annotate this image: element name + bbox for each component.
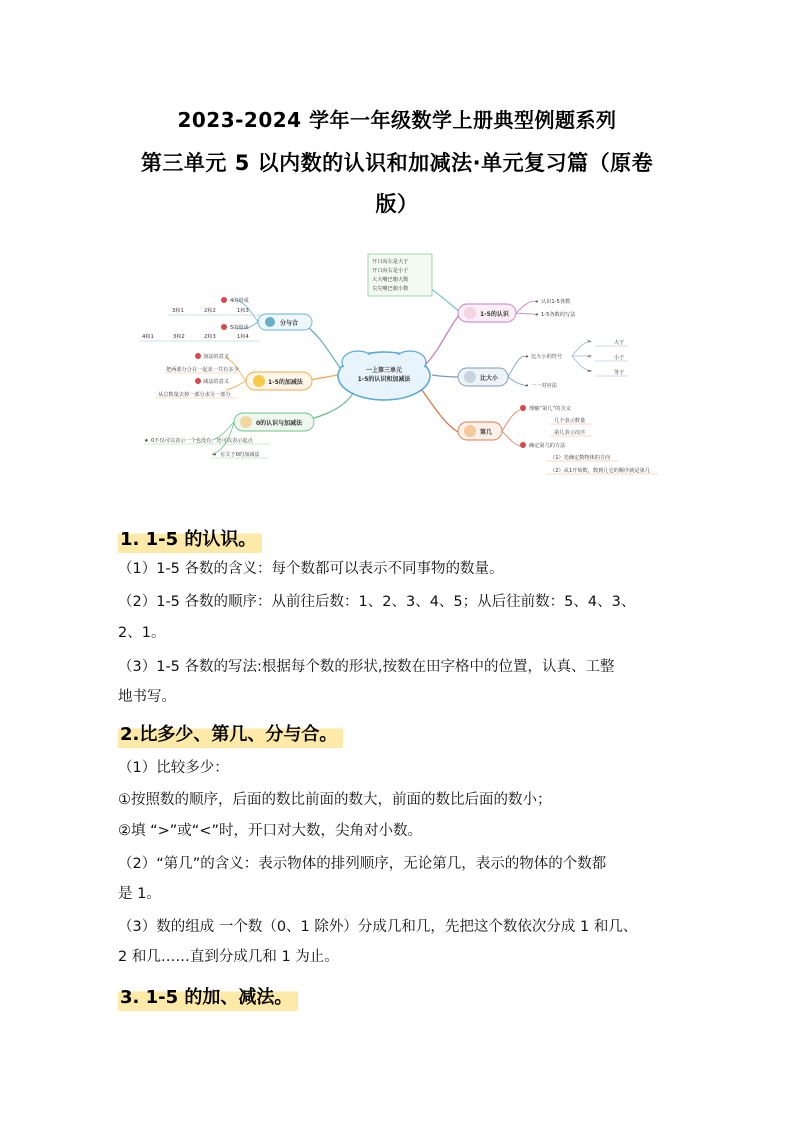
- arrow-icon-2: ➔: [534, 299, 539, 305]
- connector-bidaxiao: [432, 375, 460, 377]
- s2-paragraph-5a: （3）数的组成 一个数（0、1 除外）分成几和几，先把这个数依次分成 1 和几、: [118, 919, 638, 935]
- arrow-icon-5: ➔: [524, 383, 529, 389]
- sub-4-label: 4的组成: [230, 298, 249, 304]
- number-badge-2c: [520, 442, 526, 448]
- arrow-icon-3: ➔: [534, 312, 539, 318]
- connector-diji: [422, 390, 458, 432]
- symbol-gt: >: [587, 339, 592, 345]
- renshi-sub1: 认识1-5各数: [541, 299, 571, 305]
- meaning-gt: 大于: [614, 340, 625, 346]
- symbol-eq: =: [587, 369, 592, 375]
- diji-sub2a: （1）先确定数物体的方向: [550, 455, 611, 461]
- s1-paragraph-2b: 2、1。: [118, 625, 166, 641]
- s1-paragraph-2a: （2）1-5 各数的顺序：从前往后数：1、2、3、4、5；从后往前数：5、4、3、: [118, 594, 636, 610]
- comp-5-2: 3和2: [173, 334, 185, 340]
- star-icon: ★: [144, 438, 149, 444]
- comp-5-4: 1和4: [237, 334, 249, 340]
- number-badge-2b: [195, 378, 201, 384]
- s2-paragraph-2: ①按照数的顺序，后面的数比前面的数大，前面的数比后面的数小；: [118, 792, 552, 808]
- branch-jiajian-label: 1-5的加减法: [268, 379, 303, 386]
- diji-sub2: 确定第几的方法: [529, 443, 566, 449]
- center-node: [338, 351, 430, 400]
- diji-sub2b: （2）从1开始数，数到几它的顺序就是第几: [550, 468, 650, 474]
- s1-paragraph-1: （1）1-5 各数的含义：每个数都可以表示不同事物的数量。: [118, 561, 504, 577]
- branch-renshi: [458, 297, 576, 322]
- document-title-line1: 2023-2024 学年一年级数学上册典型例题系列: [177, 108, 617, 132]
- mind-map: [140, 250, 660, 482]
- s2-paragraph-4b: 是 1。: [118, 886, 161, 902]
- s2-paragraph-1: （1）比较多少：: [118, 760, 229, 776]
- renshi-sub2: 1-5各数的写法: [541, 312, 576, 318]
- s2-paragraph-4a: （2）“第几”的含义：表示物体的排列顺序，无论第几，表示的物体的个数都: [118, 856, 607, 872]
- comp-4-2: 2和2: [204, 308, 216, 314]
- note-line-4: 尖尖嘴巴朝小数: [372, 286, 409, 292]
- zero-note2: 有关于0的加减法: [220, 452, 260, 458]
- s2-paragraph-3: ②填 “>”或“<”时，开口对大数，尖角对小数。: [118, 823, 422, 839]
- comp-5-1: 4和1: [142, 334, 154, 340]
- center-label-2: 1-5的认识和加减法: [357, 376, 411, 383]
- giraffe-icon: [253, 375, 265, 387]
- zero-note1: 0不仅可以表示一个也没有，还可以表示起点: [151, 438, 253, 444]
- connector-renshi: [425, 314, 460, 365]
- section-heading-3: 3. 1-5 的加、减法。: [118, 981, 298, 1011]
- jiajian-sub1: 加法的意义: [203, 354, 229, 360]
- comp-4-3: 1和3: [237, 308, 249, 314]
- s1-paragraph-3b: 地书写。: [118, 689, 176, 705]
- bidaxiao-sub1: 比大小的符号: [531, 354, 563, 360]
- document-title-line3: 版）: [375, 192, 419, 216]
- arrow-icon: ➔: [212, 452, 217, 458]
- jiajian-sub2-text: 从总数量去掉一部分求另一部分: [158, 392, 231, 398]
- jiajian-sub1-text: 把两部分合在一起求一共有多少: [166, 367, 239, 373]
- number-badge-1c: [520, 405, 526, 411]
- bear-icon: [240, 416, 252, 428]
- section-heading-2: 2.比多少、第几、分与合。: [118, 718, 343, 748]
- note-line-3: 大大嘴巴朝大数: [372, 277, 409, 283]
- diji-sub1: 理解“第几”的含义: [529, 406, 571, 412]
- section-heading-1: 1. 1-5 的认识。: [118, 523, 262, 553]
- branch-zero-label: 0的认识与加减法: [256, 420, 303, 427]
- symbol-lt: <: [587, 354, 592, 360]
- branch-zero: [144, 413, 314, 458]
- s2-paragraph-5b: 2 和几……直到分成几和 1 为止。: [118, 949, 339, 965]
- elephant-icon: [464, 371, 476, 383]
- tree-icon: [265, 317, 275, 327]
- bidaxiao-sub2: 一一对应法: [531, 383, 557, 389]
- branch-bidaxiao: [458, 338, 628, 389]
- branch-diji: [458, 404, 658, 474]
- tiger-icon: [464, 425, 476, 437]
- number-badge-2: [221, 324, 227, 330]
- s1-paragraph-3a: （3）1-5 各数的写法:根据每个数的形状,按数在田字格中的位置，认真、工整: [118, 659, 615, 675]
- comp-4-1: 3和1: [172, 308, 184, 314]
- number-badge-1: [221, 297, 227, 303]
- sub-5-label: 5的组成: [230, 325, 249, 331]
- branch-jiajian: [156, 352, 312, 398]
- center-label-1: 一上第三单元: [365, 367, 403, 374]
- meaning-lt: 小于: [614, 355, 625, 361]
- comp-5-3: 2和3: [204, 334, 216, 340]
- document-title-line2: 第三单元 5 以内数的认识和加减法·单元复习篇（原卷: [140, 151, 654, 175]
- diji-sub1b: 第几表示次序: [554, 430, 586, 436]
- arrow-icon-4: ➔: [524, 354, 529, 360]
- note-box: [368, 254, 432, 296]
- jiajian-sub2: 减法的意义: [203, 379, 229, 385]
- number-badge-1b: [195, 353, 201, 359]
- branch-fenyuhe: [140, 296, 312, 341]
- meaning-eq: 等于: [614, 370, 625, 376]
- note-line-1: 开口向左是大于: [372, 259, 409, 265]
- mind-map-svg: [140, 250, 660, 482]
- branch-bidaxiao-label: 比大小: [480, 375, 499, 382]
- pig-icon: [464, 307, 476, 319]
- note-line-2: 开口向右是小于: [372, 268, 409, 274]
- diji-sub1a: 几个表示数量: [554, 418, 586, 424]
- branch-fenyuhe-label: 分与合: [280, 320, 299, 327]
- branch-renshi-label: 1-5的认识: [480, 311, 509, 318]
- branch-diji-label: 第几: [480, 429, 493, 436]
